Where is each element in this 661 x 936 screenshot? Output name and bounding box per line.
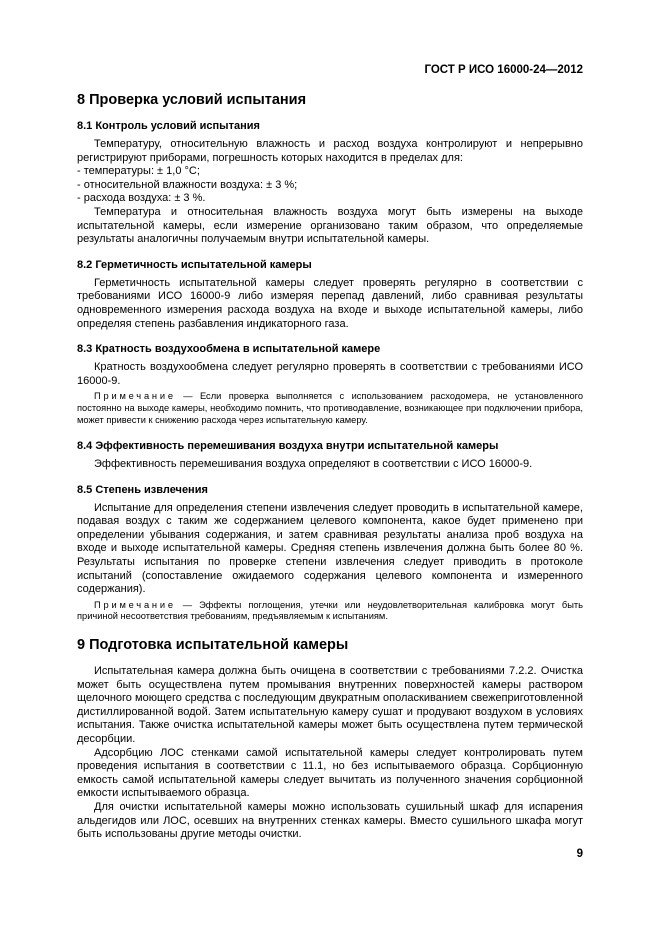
page-number: 9 (576, 848, 583, 860)
paragraph: Герметичность испытательной камеры следует проверять регулярно в соответствии с требованиями ИСО 16000-9 либо измеряя перепад давлений, либо сравнивая результаты одновременного измерения расхода воздуха на входе и выходе испытательной камеры, либо определяя степень разбавления индикаторного газа. (77, 276, 583, 330)
subsection-8-2-title: 8.2 Герметичность испытательной камеры (77, 258, 312, 271)
paragraph: Кратность воздухообмена следует регулярно проверять в соответствии с требованиями ИСО 16000-9. (77, 361, 583, 387)
paragraph: Испытание для определения степени извлечения следует проводить в испытательной камере, подавая воздух с таким же содержанием целевого компонента, какое будет применено при определении убывания содержания, и затем сравнивая результаты анализа проб воздуха на входе и выходе испытательной камеры. Средняя степень извлечения должна быть более 80 %. Результаты испытания по проверке степени извлечения следует приводить в протоколе испытаний (сопоставление ожидаемого содержания целевого компонента и измеренного содержания). (77, 501, 583, 596)
subsection-8-3-title: 8.3 Кратность воздухообмена в испытательной камере (77, 343, 381, 356)
note (77, 391, 583, 426)
note-label: Примечание (94, 599, 176, 610)
list-item: - температуры: ± 1,0 °С; (77, 165, 200, 178)
page-content (77, 92, 583, 842)
paragraph: Адсорбцию ЛОС стенками самой испытательной камеры следует контролировать путем проведения испытания в соответствии с 11.1, но без испытываемого образца. Сорбционную емкость самой испытательной камеры следует вычитать из полученного значения сорбционной емкости испытываемого образца. (77, 746, 583, 800)
paragraph: Испытательная камера должна быть очищена в соответствии с требованиями 7.2.2. Очистка может быть осуществлена путем промывания внутренних поверхностей камеры раствором щелочного моющего средства с последующим двукратным ополаскиванием свежеприготовленной дистиллированной водой. Затем испытательную камеру сушат и продувают воздухом в условиях испытания. Также очистка испытательной камеры может быть осуществлена путем термической десорбции. (77, 665, 583, 745)
paragraph: Эффективность перемешивания воздуха определяют в соответствии с ИСО 16000-9. (94, 458, 533, 471)
section-8-title: 8 Проверка условий испытания (77, 92, 307, 108)
subsection-8-5-title: 8.5 Степень извлечения (77, 483, 208, 496)
note-text: — Если проверка выполняется с использованием расходомера, не установленного постоянно на выходе камеры, необходимо помнить, что противодавление, возникающее при подключении прибора, может привести к снижению расхода через испытательную камеру. (77, 391, 583, 425)
subsection-8-4-title: 8.4 Эффективность перемешивания воздуха внутри испытательной камеры (77, 440, 499, 453)
section-9-title: 9 Подготовка испытательной камеры (77, 637, 349, 654)
paragraph: Для очистки испытательной камеры можно использовать сушильный шкаф для испарения альдегидов или ЛОС, осевших на внутренних стенках камеры. Вместо сушильного шкафа могут быть использованы другие методы очистки. (77, 800, 583, 841)
note (77, 600, 583, 623)
note-text: — Эффекты поглощения, утечки или неудовлетворительная калибровка могут быть причиной несоответствия требованиям, предъявляемым к испытаниям. (77, 599, 583, 622)
standard-code: ГОСТ Р ИСО 16000-24—2012 (424, 64, 583, 76)
paragraph: Температуру, относительную влажность и расход воздуха контролируют и непрерывно регистрируют приборами, погрешность которых находится в пределах для: (77, 138, 583, 164)
list-item: - расхода воздуха: ± 3 %. (77, 192, 206, 205)
subsection-8-1-title: 8.1 Контроль условий испытания (77, 120, 260, 132)
note-label: Примечание (94, 391, 176, 402)
list-item: - относительной влажности воздуха: ± 3 %; (77, 178, 298, 191)
paragraph: Температура и относительная влажность воздуха могут быть измерены на выходе испытательной камеры, если измерение организовано таким образом, что определяемые результаты аналогичны получаемым внутри испытательной камеры. (77, 205, 583, 246)
